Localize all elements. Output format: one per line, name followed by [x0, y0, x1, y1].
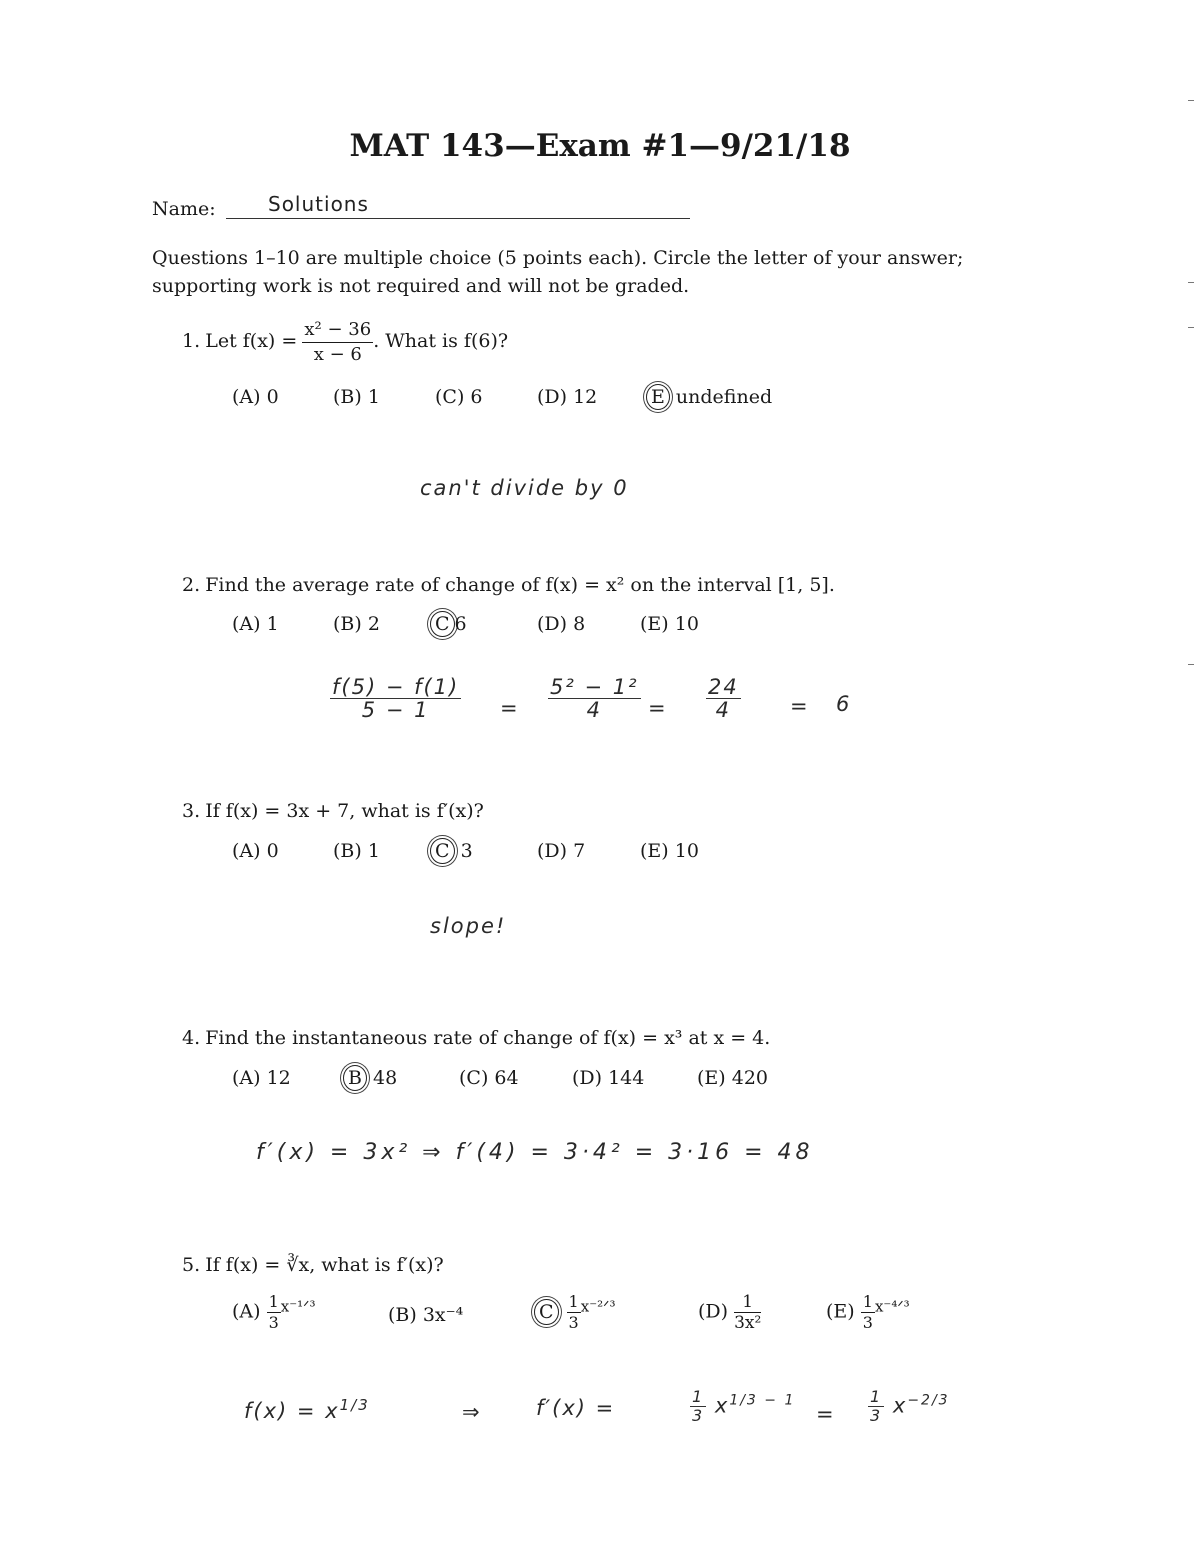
- scan-mark: [1188, 664, 1194, 665]
- work-exponent: 1/3 − 1: [729, 1392, 796, 1409]
- option-c-selected[interactable]: [430, 611, 467, 637]
- answer-circle: C: [534, 1299, 559, 1325]
- work-exponent: 1/3: [339, 1396, 370, 1414]
- work-q4: f′(x) = 3x² ⇒ f′(4) = 3·4² = 3·16 = 48: [256, 1140, 814, 1165]
- option-c[interactable]: (C) 6: [435, 386, 483, 408]
- work-exponent: −2/3: [907, 1392, 950, 1409]
- fraction-numerator: x² − 36: [302, 318, 373, 343]
- answer-circle: C: [430, 838, 455, 864]
- exam-title: MAT 143—Exam #1—9/21/18: [349, 128, 851, 164]
- work-fraction-numerator: f(5) − f(1): [332, 675, 460, 699]
- fraction-denominator: x − 6: [313, 344, 362, 365]
- fraction-denominator: 3: [568, 1313, 579, 1332]
- work-q5-eq: =: [816, 1402, 836, 1426]
- option-d[interactable]: (D) 8: [537, 613, 586, 635]
- option-b[interactable]: (B) 2: [333, 613, 380, 635]
- work-fraction: [548, 676, 641, 721]
- option-d[interactable]: [698, 1292, 761, 1333]
- question-number: 3.: [182, 800, 201, 822]
- option-d[interactable]: (D) 144: [572, 1067, 645, 1089]
- option-a[interactable]: (A) 0: [232, 840, 279, 862]
- work-fraction-denominator: 4: [586, 698, 602, 722]
- work-q5-lhs: [244, 1396, 370, 1423]
- question-3: [182, 800, 484, 822]
- question-4: [182, 1027, 770, 1049]
- fraction-numerator: 1: [268, 1292, 279, 1311]
- option-e-selected[interactable]: [646, 384, 772, 410]
- option-e[interactable]: [826, 1292, 910, 1333]
- fraction-denominator: 3: [268, 1313, 279, 1332]
- option-expression: x⁻⁴ᐟ³: [874, 1297, 910, 1316]
- work-q2-frac1: [330, 676, 461, 721]
- work-q5-frac1: [690, 1388, 795, 1425]
- question-number: 1.: [182, 330, 201, 352]
- answer-circle: C: [430, 611, 455, 637]
- question-5: [182, 1254, 444, 1276]
- work-fraction-denominator: 5 − 1: [361, 698, 430, 722]
- option-letter: (A): [232, 1300, 261, 1323]
- question-text: If f(x) = ∛x, what is f′(x)?: [205, 1254, 444, 1276]
- option-c-selected[interactable]: [534, 1292, 616, 1333]
- work-q3: slope!: [430, 914, 507, 938]
- option-b[interactable]: (B) 3x⁻⁴: [388, 1304, 464, 1326]
- question-1: [182, 318, 508, 367]
- fraction-numerator: 1: [568, 1292, 579, 1311]
- answer-circle: B: [343, 1065, 367, 1091]
- option-c-selected[interactable]: [430, 838, 473, 864]
- answer-text: 6: [454, 613, 467, 635]
- fraction-numerator: 1: [734, 1292, 761, 1313]
- option-letter: (D): [698, 1300, 729, 1323]
- option-b[interactable]: (B) 1: [333, 840, 380, 862]
- work-fraction-numerator: 1: [870, 1387, 883, 1406]
- answer-text: undefined: [675, 386, 773, 408]
- question-text-post: . What is f(6)?: [373, 330, 509, 352]
- work-q5-mid: f′(x) =: [536, 1396, 616, 1420]
- work-fraction-denominator: 4: [715, 698, 732, 722]
- question-number: 2.: [182, 574, 201, 596]
- question-text: Find the instantaneous rate of change of f(x) = x³ at x = 4.: [205, 1027, 771, 1049]
- question-text: Let f(x) =: [205, 330, 298, 352]
- work-fraction-denominator: 3: [692, 1406, 705, 1425]
- work-fraction: [868, 1388, 884, 1425]
- option-d[interactable]: (D) 7: [537, 840, 586, 862]
- work-variable: x: [892, 1393, 908, 1418]
- work-q2-frac3: [706, 676, 741, 721]
- work-fraction-denominator: 3: [870, 1406, 883, 1425]
- option-letter: (E): [826, 1300, 855, 1323]
- work-q5-arrow: ⇒: [462, 1400, 482, 1424]
- work-q2-eq2: =: [648, 696, 668, 720]
- scan-mark: [1188, 282, 1194, 283]
- fraction-numerator: 1: [862, 1292, 873, 1311]
- work-q2-frac2: [548, 676, 641, 721]
- option-e[interactable]: (E) 10: [640, 840, 699, 862]
- work-text: f(x) = x: [244, 1399, 340, 1423]
- question-text: If f(x) = 3x + 7, what is f′(x)?: [205, 800, 484, 822]
- work-fraction: [706, 676, 741, 721]
- option-expression: x⁻²ᐟ³: [580, 1297, 616, 1316]
- work-q2-eq3: =: [790, 694, 810, 718]
- scan-mark: [1188, 100, 1194, 101]
- work-q5-frac2: [868, 1388, 950, 1425]
- name-line: [226, 218, 690, 219]
- option-d[interactable]: (D) 12: [537, 386, 598, 408]
- option-b-selected[interactable]: [343, 1065, 397, 1091]
- option-a[interactable]: (A) 12: [232, 1067, 291, 1089]
- fraction-denominator: 3: [862, 1313, 873, 1332]
- work-fraction-numerator: 5² − 1²: [550, 675, 639, 699]
- work-fraction-numerator: 24: [708, 675, 739, 699]
- fraction: [302, 318, 373, 367]
- scan-mark: [1188, 327, 1194, 328]
- question-number: 5.: [182, 1254, 201, 1276]
- option-expression: x⁻¹ᐟ³: [280, 1297, 316, 1316]
- answer-text: 3: [460, 840, 473, 862]
- question-text: Find the average rate of change of f(x) = x² on the interval [1, 5].: [205, 574, 835, 596]
- work-variable: x: [714, 1393, 730, 1418]
- option-a[interactable]: (A) 0: [232, 386, 279, 408]
- option-e[interactable]: (E) 10: [640, 613, 699, 635]
- fraction: [861, 1292, 875, 1333]
- question-number: 4.: [182, 1027, 201, 1049]
- work-q2-result: 6: [836, 692, 852, 716]
- work-q2-eq1: =: [500, 696, 520, 720]
- answer-text: 48: [373, 1067, 398, 1089]
- name-value: Solutions: [268, 192, 369, 216]
- option-c[interactable]: (C) 64: [459, 1067, 519, 1089]
- work-fraction: [690, 1388, 706, 1425]
- fraction: [734, 1292, 761, 1333]
- question-2: [182, 574, 835, 596]
- option-a[interactable]: (A) 1: [232, 613, 279, 635]
- fraction-denominator: 3x²: [734, 1313, 762, 1333]
- name-label: Name:: [152, 198, 216, 220]
- instructions: Questions 1–10 are multiple choice (5 points each). Circle the letter of your answer; supporting work is not required and will not be graded.: [152, 247, 964, 297]
- answer-circle: E: [646, 384, 670, 410]
- option-b[interactable]: (B) 1: [333, 386, 380, 408]
- work-fraction: [330, 676, 461, 721]
- option-e[interactable]: (E) 420: [697, 1067, 768, 1089]
- work-q1: can't divide by 0: [420, 476, 629, 500]
- work-fraction-numerator: 1: [692, 1387, 705, 1406]
- option-a[interactable]: [232, 1292, 316, 1333]
- fraction: [567, 1292, 581, 1333]
- fraction: [267, 1292, 281, 1333]
